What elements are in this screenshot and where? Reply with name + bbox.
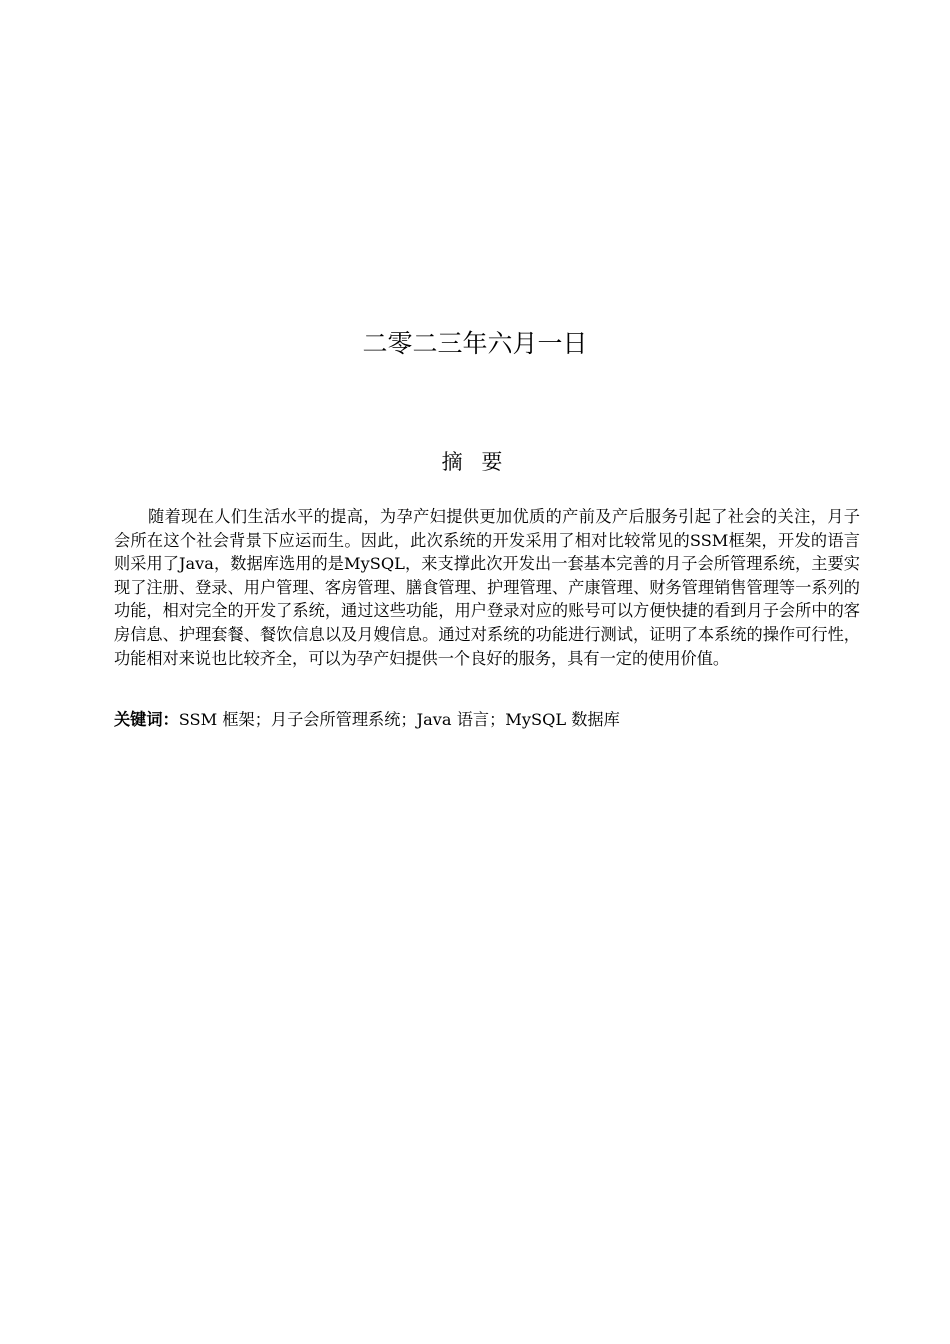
abstract-heading: 摘 要 [441, 450, 509, 474]
keywords-line [114, 708, 860, 732]
document-date: 二零二三年六月一日 [362, 329, 588, 358]
keywords-label: 关键词： [114, 710, 179, 729]
abstract-paragraph: 随着现在人们生活水平的提高，为孕产妇提供更加优质的产前及产后服务引起了社会的关注，月子会所在这个社会背景下应运而生。因此，此次系统的开发采用了相对比较常见的SSM框架，开发的语言则采用了Java，数据库选用的是MySQL，来支撑此次开发出一套基本完善的月子会所管理系统，主要实现了注册、登录、用户管理、客房管理、膳食管理、护理管理、产康管理、财务管理销售管理等一系列的功能，相对完全的开发了系统，通过这些功能，用户登录对应的账号可以方便快捷的看到月子会所中的客房信息、护理套餐、餐饮信息以及月嫂信息。通过对系统的功能进行测试，证明了本系统的操作可行性，功能相对来说也比较齐全，可以为孕产妇提供一个良好的服务，具有一定的使用价值。 [114, 507, 860, 668]
keywords-value: SSM 框架；月子会所管理系统；Java 语言；MySQL 数据库 [178, 710, 620, 729]
